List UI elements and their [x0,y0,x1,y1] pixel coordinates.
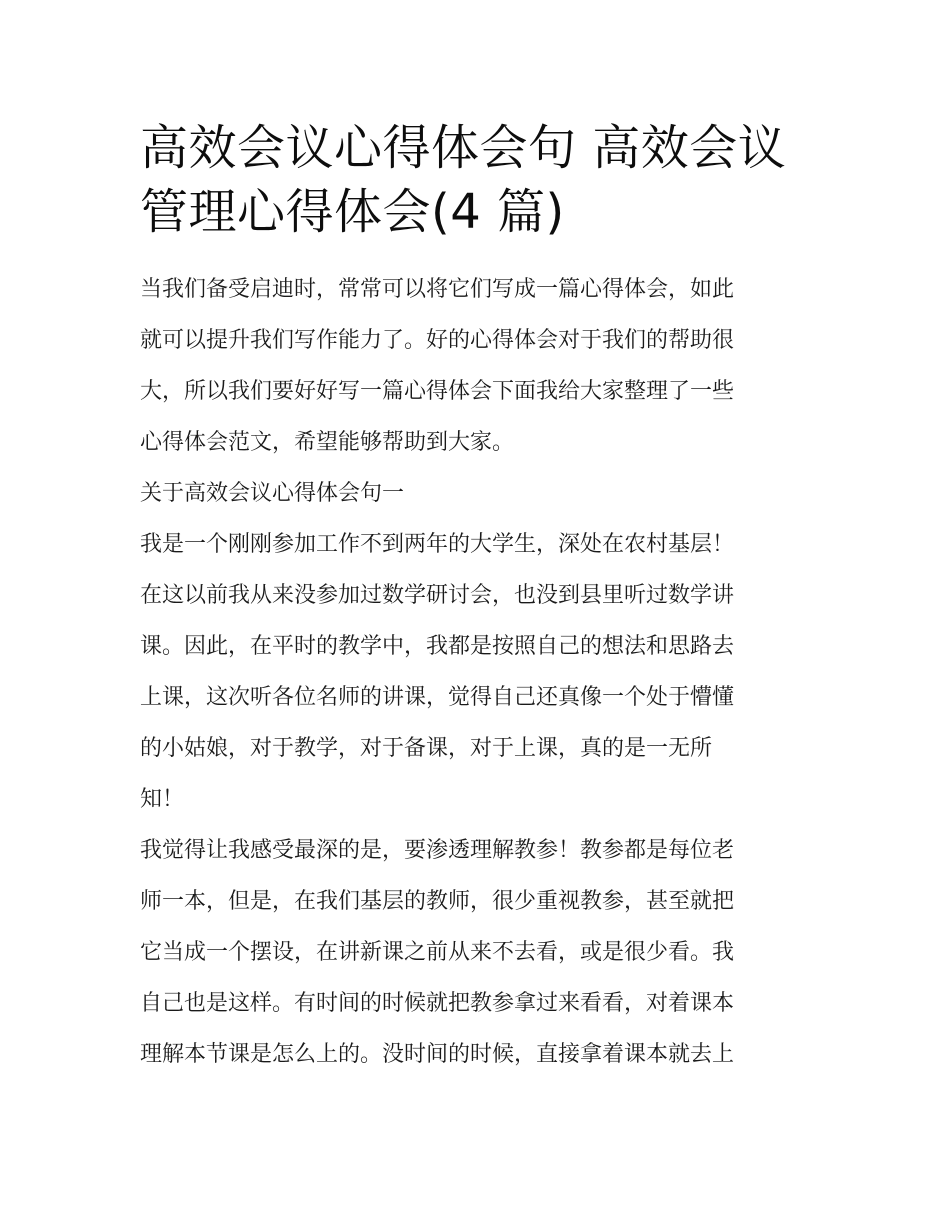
body-line: 上课，这次听各位名师的讲课，觉得自己还真像一个处于懵懂 [140,685,735,710]
body-line: 理解本节课是怎么上的。没时间的时候，直接拿着课本就去上 [140,1042,735,1067]
body-line: 在这以前我从来没参加过数学研讨会，也没到县里听过数学讲 [140,583,735,608]
body-line: 就可以提升我们写作能力了。好的心得体会对于我们的帮助很 [140,328,735,353]
body-line: 它当成一个摆设，在讲新课之前从来不去看，或是很少看。我 [140,940,735,965]
body-line: 心得体会范文，希望能够帮助到大家。 [140,430,515,455]
title-line: 高效会议心得体会句 高效会议 [140,120,787,176]
document-title [140,116,812,244]
body-line: 课。因此，在平时的教学中，我都是按照自己的想法和思路去 [140,634,735,659]
body-line: 大，所以我们要好好写一篇心得体会下面我给大家整理了一些 [140,379,735,404]
section-heading: 关于高效会议心得体会句一 [140,481,405,506]
body-line: 的小姑娘，对于教学，对于备课，对于上课，真的是一无所 [140,736,713,761]
body-line: 知！ [140,787,185,812]
document-body [140,264,812,1080]
body-line: 当我们备受启迪时，常常可以将它们写成一篇心得体会，如此 [140,277,735,302]
body-line: 师一本，但是，在我们基层的教师，很少重视教参，甚至就把 [140,889,735,914]
title-line: 管理心得体会(4 篇) [140,184,565,240]
body-line: 我觉得让我感受最深的是，要渗透理解教参！教参都是每位老 [140,838,735,863]
body-line: 我是一个刚刚参加工作不到两年的大学生，深处在农村基层！ [140,532,735,557]
document-content [140,116,812,1080]
body-line: 自己也是这样。有时间的时候就把教参拿过来看看，对着课本 [140,991,735,1016]
